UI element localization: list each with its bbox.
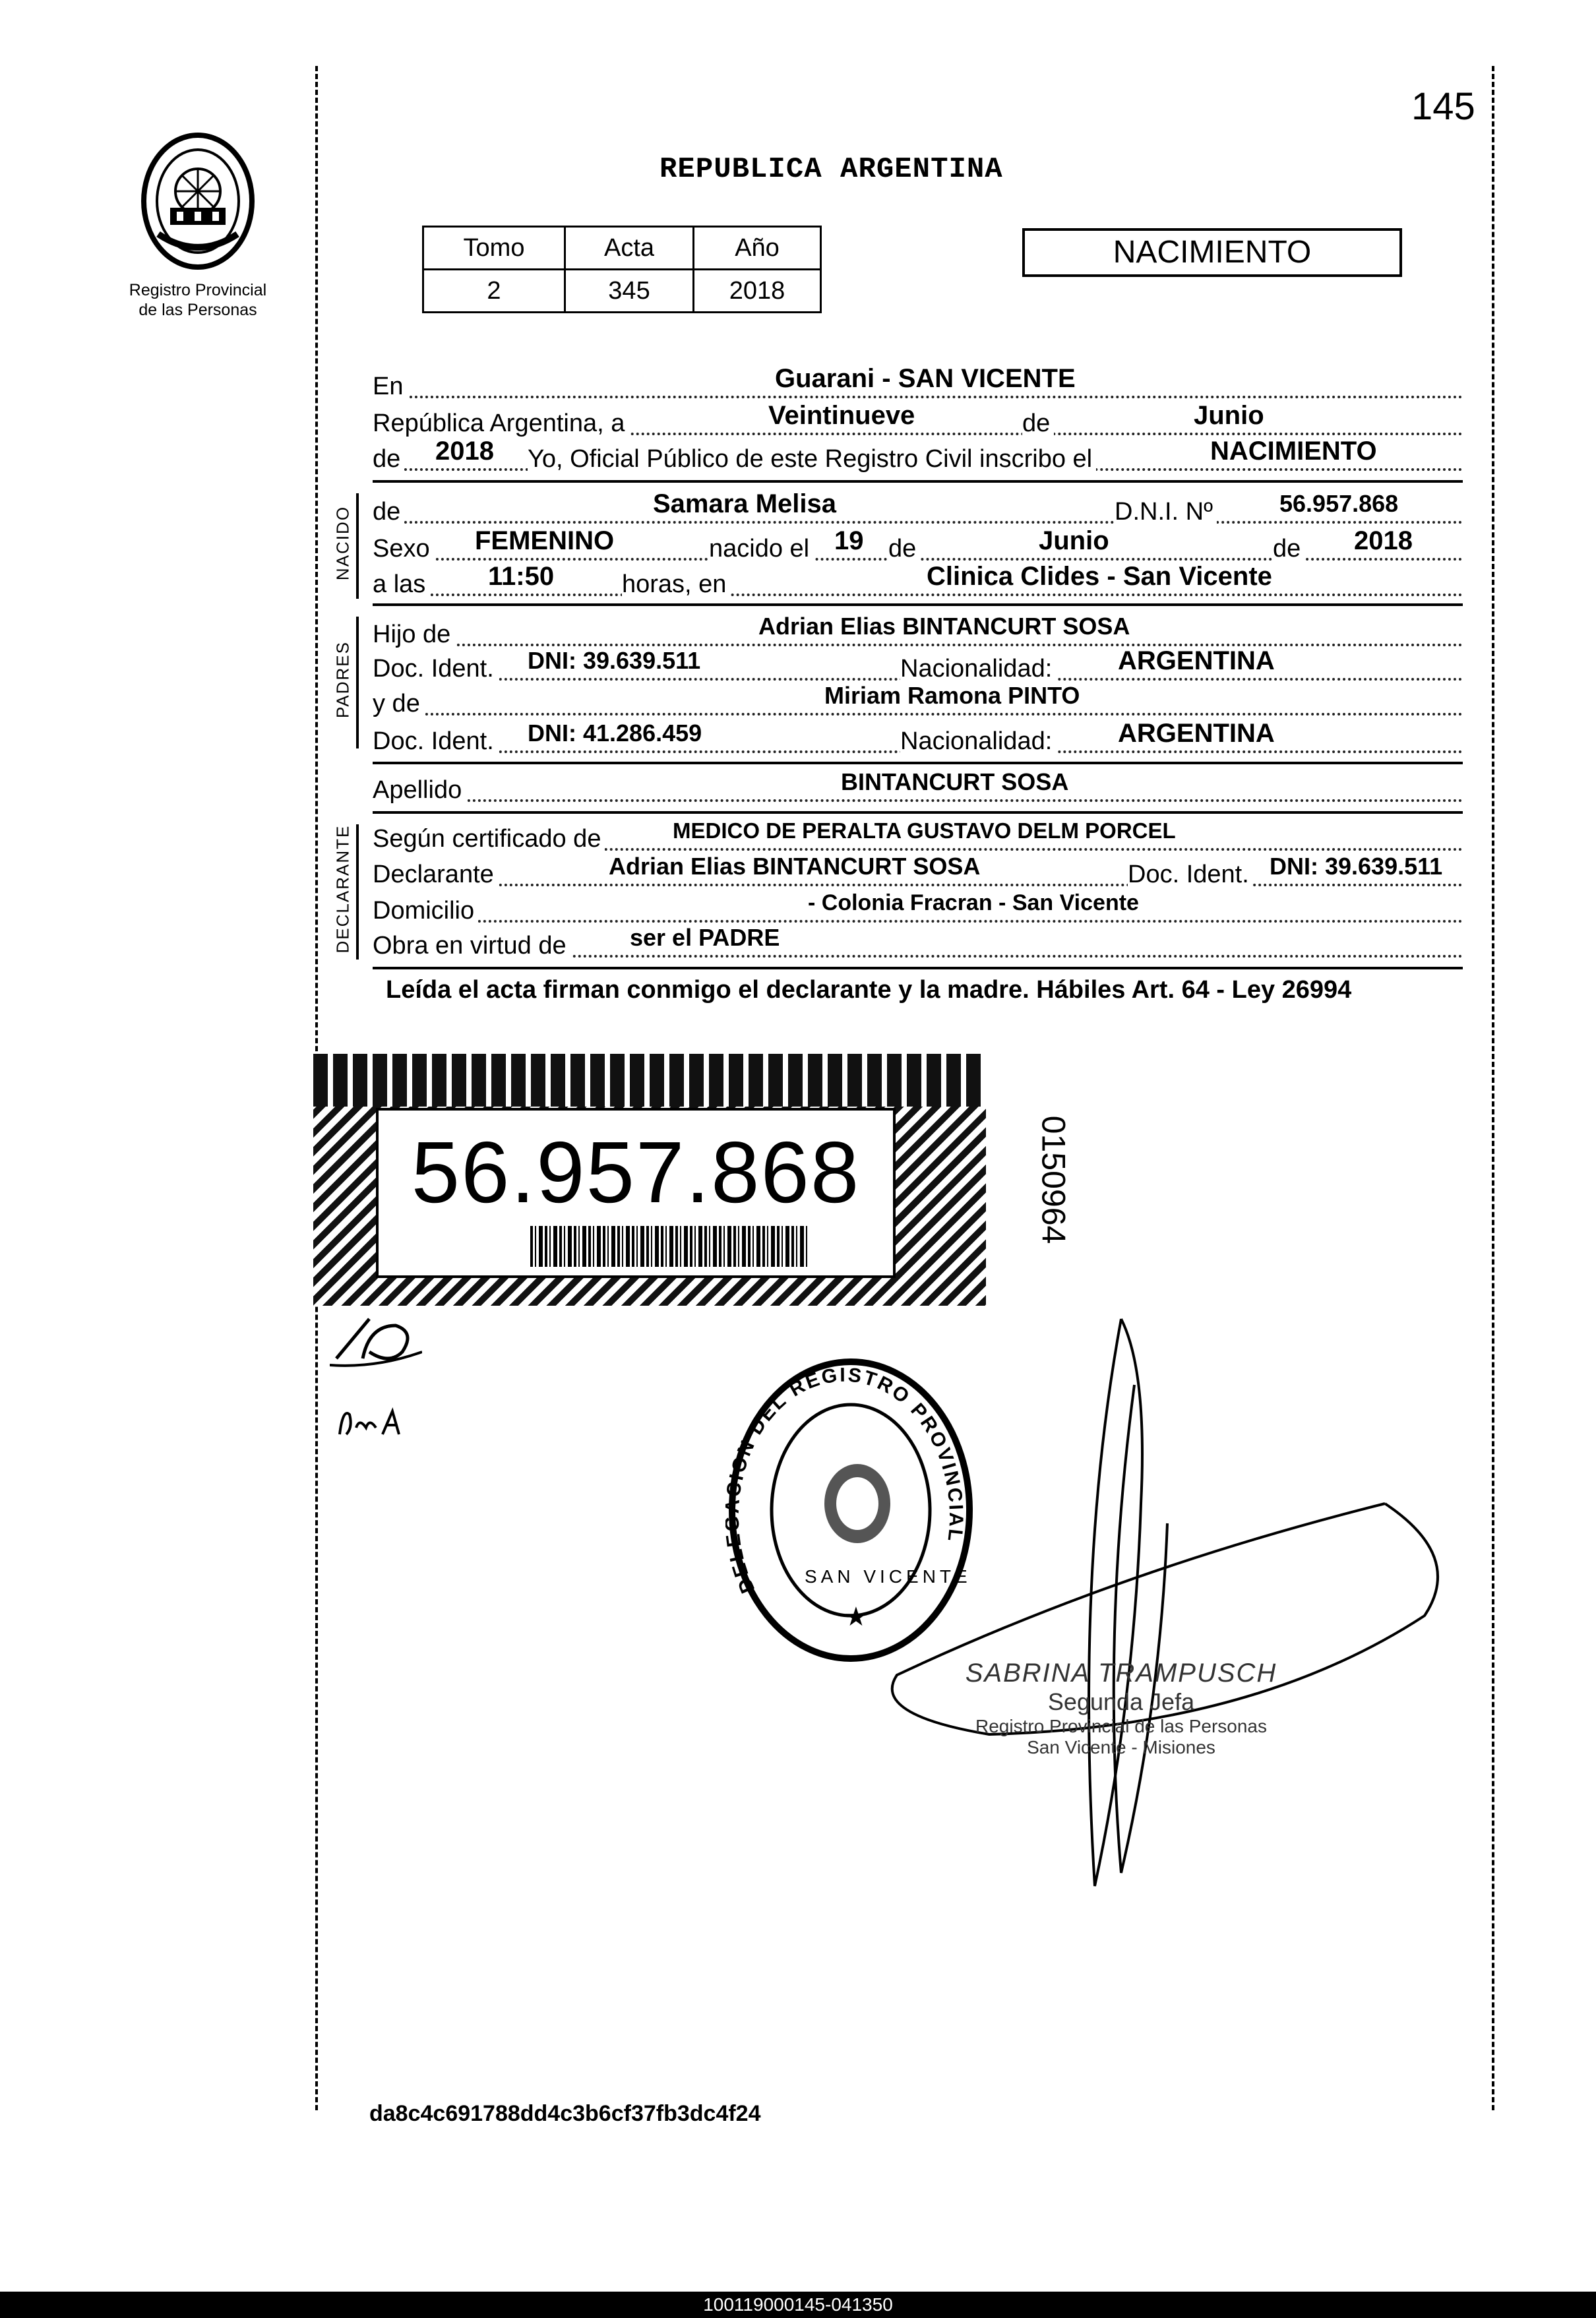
- label-obra: Obra en virtud de: [373, 930, 570, 961]
- value-madre-doc: DNI: 41.286.459: [528, 719, 702, 747]
- section-divider: [373, 480, 1463, 483]
- star-icon: ★: [844, 1602, 868, 1632]
- section-divider: [373, 603, 1463, 606]
- label-hijo-de: Hijo de: [373, 619, 454, 650]
- label-de-anio-nacimiento: de: [1273, 533, 1304, 564]
- label-de-mes: de: [888, 533, 920, 564]
- register-table-cell: 2018: [694, 270, 821, 313]
- logo-caption-line2: de las Personas: [138, 301, 257, 319]
- signatory-office: Registro Provincial de las Personas: [975, 1716, 1267, 1736]
- signatory-role: Segunda Jefa: [1047, 1688, 1195, 1715]
- register-table-value-row: [423, 270, 821, 313]
- label-inscribo: Yo, Oficial Público de este Registro Civil inscribo el: [528, 443, 1096, 475]
- province-logo: [132, 129, 264, 274]
- value-domicilio: - Colonia Fracran - San Vicente: [808, 890, 1139, 915]
- register-table-cell: 345: [565, 270, 694, 313]
- row-en: [373, 364, 1463, 402]
- logo-caption: [99, 280, 297, 320]
- section-divider: [373, 762, 1463, 764]
- logo-caption-line1: Registro Provincial: [129, 281, 267, 299]
- row-nombre: [373, 489, 1463, 528]
- label-de: de: [1022, 408, 1054, 439]
- dotted-leader: [373, 799, 1463, 802]
- closing-text: Leída el acta firman conmigo el declarante y la madre. Hábiles Art. 64 - Ley 26994: [386, 976, 1352, 1004]
- sticker-number: 56.957.868: [411, 1124, 861, 1221]
- section-bracket-declarante: [356, 824, 359, 960]
- signature-scribble: [857, 1306, 1451, 1903]
- barcode: [530, 1226, 807, 1267]
- handwritten-ten-icon: [330, 1312, 422, 1372]
- handwritten-initials: [336, 1401, 415, 1444]
- row-apellido: [373, 768, 1463, 806]
- signatory-location: San Vicente - Misiones: [1027, 1737, 1215, 1757]
- value-mes: Junio: [1194, 401, 1264, 430]
- signatory-name: SABRINA TRAMPUSCH: [965, 1659, 1277, 1688]
- register-table-header: Acta: [565, 227, 694, 270]
- dotted-leader: [373, 920, 1463, 923]
- stamp-inner-text: SAN VICENTE: [805, 1566, 971, 1587]
- section-divider: [373, 967, 1463, 969]
- register-table-header: Tomo: [423, 227, 565, 270]
- page-number: 145: [1411, 85, 1475, 128]
- row-declarante: [373, 853, 1463, 890]
- dotted-leader: [373, 884, 1463, 886]
- dotted-leader: [373, 396, 1463, 398]
- right-margin-line: [1492, 66, 1494, 2110]
- label-declarante: Declarante: [373, 859, 498, 890]
- label-a-las: a las: [373, 568, 429, 600]
- value-declarante-doc: DNI: 39.639.511: [1270, 853, 1443, 880]
- value-nombre: Samara Melisa: [653, 489, 836, 518]
- section-label-padres: PADRES: [332, 641, 353, 718]
- register-table-header-row: [423, 227, 821, 270]
- value-mes-nacimiento: Junio: [1039, 526, 1109, 555]
- value-madre: Miriam Ramona PINTO: [824, 682, 1080, 709]
- label-republica: República Argentina, a: [373, 408, 629, 439]
- row-obra: [373, 924, 1463, 961]
- section-divider: [373, 811, 1463, 814]
- value-padre: Adrian Elias BINTANCURT SOSA: [758, 613, 1130, 640]
- label-doc-ident: Doc. Ident.: [373, 653, 498, 685]
- value-anio-nacimiento: 2018: [1354, 526, 1413, 555]
- value-dni: 56.957.868: [1279, 490, 1399, 517]
- value-dia: Veintinueve: [768, 401, 915, 430]
- row-madre-doc: [373, 719, 1463, 757]
- row-madre: [373, 682, 1463, 719]
- document-type-box: NACIMIENTO: [1022, 228, 1402, 277]
- handwritten-initials-icon: [336, 1401, 415, 1441]
- dotted-leader: [373, 521, 1463, 524]
- value-hora: 11:50: [488, 562, 555, 591]
- label-horas-en: horas, en: [622, 568, 730, 600]
- value-certificado: MEDICO DE PERALTA GUSTAVO DELM PORCEL: [673, 818, 1176, 843]
- row-inscribo: [373, 437, 1463, 475]
- label-doc-ident: Doc. Ident.: [373, 725, 498, 757]
- value-lugar-nacimiento: Clinica Clides - San Vicente: [927, 562, 1272, 591]
- label-de-anio: de: [373, 443, 404, 475]
- section-bracket-padres: [356, 617, 359, 748]
- label-nacionalidad: Nacionalidad:: [900, 653, 1056, 685]
- value-apellido: BINTANCURT SOSA: [841, 768, 1069, 795]
- value-padre-doc: DNI: 39.639.511: [528, 647, 701, 674]
- label-doc-ident: Doc. Ident.: [1128, 859, 1253, 890]
- document-hash: da8c4c691788dd4c3b6cf37fb3dc4f24: [369, 2101, 761, 2126]
- label-nacionalidad: Nacionalidad:: [900, 725, 1056, 757]
- label-de-nombre: de: [373, 496, 404, 528]
- label-y-de: y de: [373, 688, 424, 719]
- section-label-declarante: DECLARANTE: [332, 824, 353, 954]
- section-label-nacido: NACIDO: [332, 505, 353, 581]
- label-certificado: Según certificado de: [373, 823, 605, 855]
- dotted-leader: [373, 594, 1463, 596]
- value-madre-nacionalidad: ARGENTINA: [1118, 719, 1275, 748]
- dni-sticker: [313, 1054, 986, 1306]
- label-dni: D.N.I. Nº: [1115, 496, 1217, 528]
- row-certificado: [373, 818, 1463, 855]
- signature-icon: [857, 1306, 1451, 1899]
- value-obra: ser el PADRE: [630, 924, 780, 951]
- register-table: [422, 226, 822, 313]
- value-lugar-registro: Guarani - SAN VICENTE: [775, 364, 1076, 393]
- label-en: En: [373, 371, 407, 402]
- row-republica: [373, 401, 1463, 439]
- value-declarante: Adrian Elias BINTANCURT SOSA: [609, 853, 981, 880]
- value-dia-nacimiento: 19: [834, 526, 864, 555]
- section-bracket-nacido: [356, 493, 359, 599]
- label-nacido-el: nacido el: [709, 533, 813, 564]
- row-domicilio: [373, 890, 1463, 927]
- row-sexo: [373, 526, 1463, 564]
- document-title: REPUBLICA ARGENTINA: [660, 153, 1003, 186]
- value-sexo: FEMENINO: [475, 526, 615, 555]
- label-domicilio: Domicilio: [373, 895, 478, 927]
- dotted-leader: [373, 713, 1463, 716]
- misiones-emblem-icon: [132, 129, 264, 274]
- footer-code: 100119000145-041350: [0, 2292, 1596, 2318]
- register-table-cell: 2: [423, 270, 565, 313]
- sticker-serial: 0150964: [1035, 1115, 1072, 1244]
- signature-block: [950, 1659, 1293, 1758]
- label-apellido: Apellido: [373, 774, 466, 806]
- value-padre-nacionalidad: ARGENTINA: [1118, 646, 1275, 675]
- value-anio: 2018: [435, 437, 494, 466]
- sticker-label: [376, 1108, 896, 1278]
- value-inscribo: NACIMIENTO: [1210, 437, 1377, 466]
- register-table-header: Año: [694, 227, 821, 270]
- row-hora: [373, 562, 1463, 600]
- stamp-ring-text: DEL ION DEL REGISTRO PROVINCIAL: [725, 1364, 967, 1597]
- sticker-pattern-band: [313, 1054, 986, 1107]
- handwritten-mark: [330, 1312, 422, 1375]
- label-sexo: Sexo: [373, 533, 434, 564]
